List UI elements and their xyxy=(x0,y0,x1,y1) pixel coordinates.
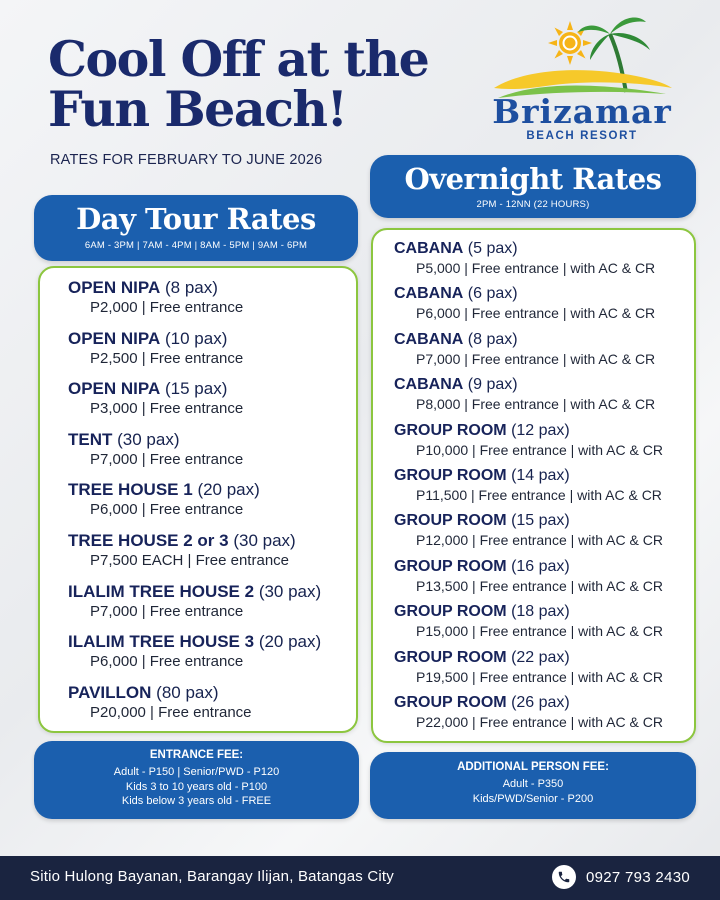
rate-name: ILALIM TREE HOUSE 3 xyxy=(68,632,255,652)
overnight-title: Overnight Rates xyxy=(404,162,662,196)
rate-details: P12,000 | Free entrance | with AC & CR xyxy=(416,532,663,549)
additional-fee-line: Kids/PWD/Senior - P200 xyxy=(472,792,594,805)
rate-item xyxy=(394,511,694,556)
overnight-header xyxy=(370,155,696,218)
logo-name: Brizamar xyxy=(492,92,672,131)
headline-line-2: Fun Beach! xyxy=(48,80,347,138)
rate-pax: (10 pax) xyxy=(165,328,228,348)
rate-name: PAVILLON xyxy=(68,682,152,702)
rate-item xyxy=(394,693,694,738)
rate-details: P10,000 | Free entrance | with AC & CR xyxy=(416,441,663,458)
rate-item xyxy=(68,277,356,328)
rate-details: P19,500 | Free entrance | with AC & CR xyxy=(416,668,663,685)
headline xyxy=(48,30,468,138)
entrance-fee-line: Kids 3 to 10 years old - P100 xyxy=(125,780,268,793)
rate-details: P20,000 | Free entrance xyxy=(90,703,252,721)
rate-pax: (22 pax) xyxy=(511,648,570,666)
phone-number[interactable]: 0927 793 2430 xyxy=(586,868,690,886)
rate-name: TREE HOUSE 1 xyxy=(68,480,193,500)
entrance-fee-line: Kids below 3 years old - FREE xyxy=(121,795,272,807)
rates-period: RATES FOR FEBRUARY TO JUNE 2026 xyxy=(50,152,323,168)
phone-contact[interactable] xyxy=(552,865,690,889)
entrance-fee-line: Adult - P150 | Senior/PWD - P120 xyxy=(113,766,280,778)
address: Sitio Hulong Bayanan, Barangay Ilijan, Batangas City xyxy=(30,868,394,885)
rate-item xyxy=(394,466,694,511)
rate-pax: (14 pax) xyxy=(511,466,570,484)
rate-item xyxy=(68,631,356,682)
rate-details: P2,500 | Free entrance xyxy=(90,349,244,367)
rate-item xyxy=(68,581,356,632)
rate-pax: (12 pax) xyxy=(511,421,570,439)
brizamar-logo xyxy=(486,10,676,140)
rate-item xyxy=(68,429,356,480)
rate-name: CABANA xyxy=(394,240,464,257)
rate-item xyxy=(394,330,694,375)
rate-pax: (6 pax) xyxy=(467,285,518,303)
overnight-hours: 2PM - 12NN (22 HOURS) xyxy=(476,199,590,210)
headline-line-1: Cool Off at the xyxy=(48,30,429,88)
rate-name: GROUP ROOM xyxy=(394,421,507,439)
rate-details: P5,000 | Free entrance | with AC & CR xyxy=(416,260,656,276)
rate-name: GROUP ROOM xyxy=(394,603,507,621)
rate-name: CABANA xyxy=(394,330,464,348)
rate-pax: (20 pax) xyxy=(197,480,260,500)
rate-pax: (18 pax) xyxy=(511,603,570,621)
rate-item xyxy=(394,375,694,420)
overnight-list xyxy=(371,228,696,743)
rate-item xyxy=(68,378,356,429)
rate-details: P7,000 | Free entrance xyxy=(90,450,244,468)
rate-name: OPEN NIPA xyxy=(68,379,161,399)
rate-name: CABANA xyxy=(394,285,464,303)
day-tour-hours: 6AM - 3PM | 7AM - 4PM | 8AM - 5PM | 9AM - 6PM xyxy=(84,240,308,251)
rate-item xyxy=(68,479,356,530)
rate-pax: (20 pax) xyxy=(258,632,322,652)
sun-palm-wave-logo-icon xyxy=(486,10,676,105)
additional-fee-title: ADDITIONAL PERSON FEE: xyxy=(457,761,609,773)
rate-name: OPEN NIPA xyxy=(68,278,161,297)
rate-name: GROUP ROOM xyxy=(394,557,507,575)
rate-name: TENT xyxy=(68,429,113,449)
rate-details: P2,000 | Free entrance xyxy=(90,299,244,316)
rate-details: P3,000 | Free entrance xyxy=(90,400,244,418)
rate-details: P22,000 | Free entrance | with AC & CR xyxy=(416,713,663,730)
rate-name: OPEN NIPA xyxy=(68,328,161,348)
rate-item xyxy=(394,648,694,693)
day-tour-header xyxy=(34,195,358,261)
rate-pax: (15 pax) xyxy=(165,379,228,399)
rate-item xyxy=(68,328,356,379)
rate-name: GROUP ROOM xyxy=(394,512,507,530)
rate-item xyxy=(68,682,356,733)
entrance-fee-title: ENTRANCE FEE: xyxy=(149,749,244,761)
footer-bar xyxy=(0,856,720,900)
rate-details: P6,000 | Free entrance xyxy=(90,653,244,671)
day-tour-title: Day Tour Rates xyxy=(76,202,316,236)
phone-icon xyxy=(552,865,576,889)
logo-subtitle: BEACH RESORT xyxy=(526,130,638,142)
rate-name: GROUP ROOM xyxy=(394,648,507,666)
additional-fee-line: Adult - P350 xyxy=(502,778,564,790)
rate-details: P7,000 | Free entrance xyxy=(90,602,244,620)
rate-item xyxy=(68,530,356,581)
additional-person-fee-box xyxy=(370,752,696,819)
rate-details: P7,000 | Free entrance | with AC & CR xyxy=(416,350,656,367)
rate-pax: (26 pax) xyxy=(511,693,570,711)
rate-pax: (30 pax) xyxy=(233,530,296,550)
rate-item xyxy=(394,239,694,284)
rate-details: P6,000 | Free entrance | with AC & CR xyxy=(416,305,656,322)
rate-details: P11,500 | Free entrance | with AC & CR xyxy=(416,486,662,503)
rate-item xyxy=(394,602,694,647)
rate-name: GROUP ROOM xyxy=(394,693,507,711)
rate-pax: (80 pax) xyxy=(156,682,219,702)
rate-pax: (30 pax) xyxy=(258,581,322,601)
rate-item xyxy=(394,284,694,329)
rate-item xyxy=(394,557,694,602)
rate-details: P7,500 EACH | Free entrance xyxy=(90,551,289,569)
rate-name: TREE HOUSE 2 or 3 xyxy=(68,530,229,550)
rate-pax: (8 pax) xyxy=(165,278,218,297)
rate-details: P6,000 | Free entrance xyxy=(90,501,244,519)
rate-details: P13,500 | Free entrance | with AC & CR xyxy=(416,577,663,594)
rate-pax: (16 pax) xyxy=(511,557,570,575)
rate-name: CABANA xyxy=(394,376,464,394)
rate-pax: (9 pax) xyxy=(467,376,518,394)
day-tour-list xyxy=(38,266,358,733)
rate-details: P8,000 | Free entrance | with AC & CR xyxy=(416,396,656,413)
rate-pax: (5 pax) xyxy=(467,240,518,257)
rate-pax: (15 pax) xyxy=(511,512,570,530)
rate-pax: (8 pax) xyxy=(467,330,518,348)
rate-pax: (30 pax) xyxy=(117,429,180,449)
rate-item xyxy=(394,421,694,466)
rate-name: GROUP ROOM xyxy=(394,466,507,484)
entrance-fee-box xyxy=(34,741,359,819)
rate-details: P15,000 | Free entrance | with AC & CR xyxy=(416,623,663,640)
rate-name: ILALIM TREE HOUSE 2 xyxy=(68,581,255,601)
